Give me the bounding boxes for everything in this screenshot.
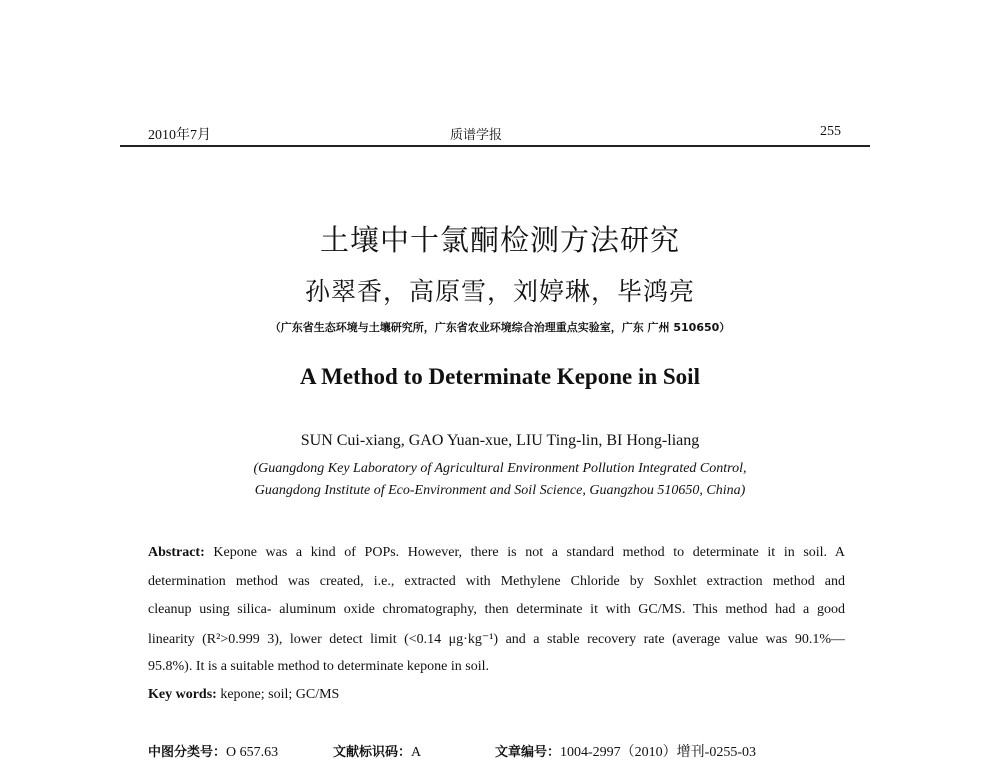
keywords-label: Key words:: [148, 687, 217, 702]
abstract-line: 95.8%). It is a suitable method to determinate kepone in soil.: [148, 659, 489, 674]
authors-en: SUN Cui-xiang, GAO Yuan-xue, LIU Ting-lin, BI Hong-liang: [300, 432, 700, 449]
authors-cn: 孙翠香，高原雪，刘婷琳，毕鸿亮: [304, 277, 695, 306]
article-number: 文章编号：1004-2997（2010）增刊-0255-03: [495, 745, 757, 760]
title-en: A Method to Determinate Kepone in Soil: [300, 364, 700, 389]
header-journal: 质谱学报: [450, 128, 503, 143]
keywords: [148, 687, 845, 703]
affiliation-en-line: Guangdong Institute of Eco-Environment and Soil Science, Guangzhou 510650, China): [254, 483, 746, 498]
abstract-line: cleanup using silica- aluminum oxide chromatography, then determinate it with GC/MS. This method had a good: [148, 602, 845, 617]
document-code: 文献标识码：A: [333, 745, 422, 760]
header-rule: [120, 145, 870, 147]
title-cn: 土壤中十氯酮检测方法研究: [319, 223, 680, 257]
abstract-line: Abstract: Kepone was a kind of POPs. However, there is not a standard method to determinate it in soil. A: [148, 545, 846, 560]
keywords-value: kepone; soil; GC/MS: [220, 687, 340, 702]
affiliation-en-line: (Guangdong Key Laboratory of Agricultural Environment Pollution Integrated Control,: [253, 461, 747, 476]
abstract-label: Abstract:: [148, 545, 205, 560]
page-number: 255: [820, 124, 841, 139]
header-date: 2010年7月: [148, 128, 211, 143]
affiliation-cn: （广东省生态环境与土壤研究所，广东省农业环境综合治理重点实验室，广东 广州 510650）: [269, 321, 731, 334]
clc-number: 中图分类号：O 657.63: [148, 745, 279, 760]
abstract-line: linearity (R²>0.999 3), lower detect limit (<0.14 μg·kg⁻¹) and a stable recovery rate (average value was 90.1%—: [148, 632, 845, 647]
abstract-line: determination method was created, i.e., extracted with Methylene Chloride by Soxhlet extraction method and: [148, 574, 845, 589]
